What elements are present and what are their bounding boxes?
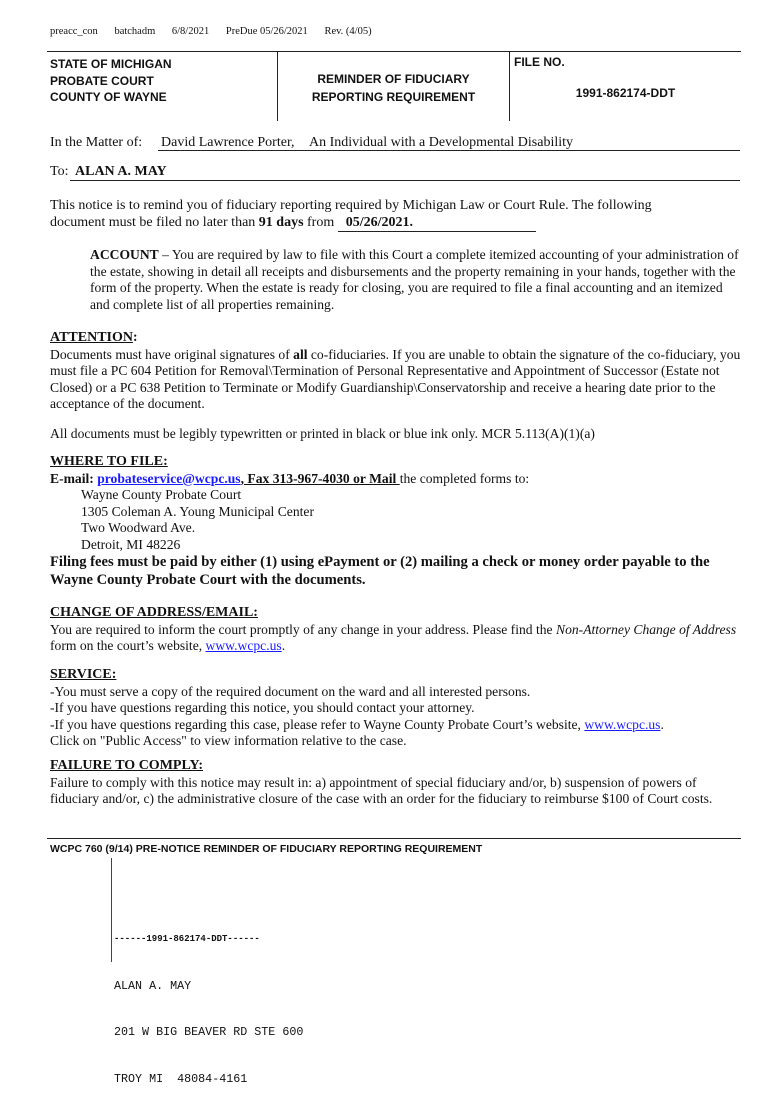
batch-predue: PreDue 05/26/2021 xyxy=(225,26,308,37)
matter-line xyxy=(50,135,740,151)
attention-heading: ATTENTION xyxy=(50,330,133,345)
batch-info-line xyxy=(50,26,386,37)
intro-paragraph: This notice is to remind you of fiduciary reporting required by Michigan Law or Court Rule. The following document must be filed no later than 91 days from 05/26/2021. xyxy=(50,198,652,230)
mailing-reference: ------1991-862174-DDT------ xyxy=(114,934,260,944)
to-line xyxy=(50,164,740,180)
filing-fees-notice: Filing fees must be paid by either (1) using ePayment or (2) mailing a check or money order payable to the Wayne County Probate Court with the documents. xyxy=(50,554,710,588)
website-link[interactable]: www.wcpc.us xyxy=(584,716,661,732)
court-address: Wayne County Probate Court 1305 Coleman A. Young Municipal Center Two Woodward Ave. Detroit, MI 48226 xyxy=(81,487,314,552)
service-heading: SERVICE: xyxy=(50,667,117,682)
batch-user: batchadm xyxy=(114,26,156,37)
matter-underline xyxy=(158,150,740,151)
footer-divider xyxy=(47,838,741,839)
to-name: ALAN A. MAY xyxy=(75,164,167,179)
court-name: STATE OF MICHIGAN PROBATE COURT COUNTY OF WAYNE xyxy=(50,57,172,104)
change-of-address-section: CHANGE OF ADDRESS/EMAIL: You are required to inform the court promptly of any change in your address. Please find the Non-Attorney Change of Address form on the court’s website, www.wcpc.us. xyxy=(50,605,742,655)
to-label: To: xyxy=(50,164,69,179)
batch-date: 6/8/2021 xyxy=(171,26,210,37)
mailing-name: ALAN A. MAY xyxy=(114,978,192,993)
batch-revision: Rev. (4/05) xyxy=(324,26,372,37)
to-underline xyxy=(70,180,740,181)
change-heading: CHANGE OF ADDRESS/EMAIL: xyxy=(50,605,258,620)
legibility-note: All documents must be legibly typewritten or printed in black or blue ink only. MCR 5.113(A)(1)(a) xyxy=(50,426,595,441)
matter-label: In the Matter of: xyxy=(50,135,143,150)
failure-to-comply-section: FAILURE TO COMPLY: Failure to comply with this notice may result in: a) appointment of special fiduciary and/or, b) suspension of powers of fiduciary and/or, c) the administrative closure of the case with an order for the fiduciary to reimburse $100 of Court costs. xyxy=(50,758,742,808)
file-no-value: 1991-862174-DDT xyxy=(575,86,676,100)
website-link[interactable]: www.wcpc.us xyxy=(205,638,282,653)
where-to-file-section: WHERE TO FILE: E-mail: probateservice@wcpc.us, Fax 313-967-4030 or Mail the completed forms to: xyxy=(50,454,742,487)
form-header xyxy=(47,51,741,121)
mailing-city: TROY MI 48084-4161 xyxy=(114,1071,248,1086)
account-label: ACCOUNT xyxy=(90,247,159,262)
due-date: 05/26/2021. xyxy=(338,214,536,232)
email-link[interactable]: probateservice@wcpc.us xyxy=(97,470,241,486)
matter-name: David Lawrence Porter, xyxy=(161,135,295,150)
failure-heading: FAILURE TO COMPLY: xyxy=(50,758,203,773)
days-value: 91 days xyxy=(258,215,304,230)
mailing-address-block xyxy=(114,901,303,1103)
service-section: SERVICE: -You must serve a copy of the required document on the ward and all interested persons. -If you have questions regarding this notice, you should contact your attorney. -If you have questions regarding this case, please refer to Wayne County Probate Court’s website, www.wcpc.us. Click on "Public Access" to view information relative to the case. xyxy=(50,667,742,750)
account-paragraph: ACCOUNT – You are required by law to file with this Court a complete itemized accounting of your administration of the estate, showing in detail all receipts and disbursements and the property remaining in your hands, together with the form of the property. When the estate is ready for closing, you are required to file a final accounting and an itemized and complete list of all properties remaining. xyxy=(90,247,739,312)
form-title: REMINDER OF FIDUCIARY REPORTING REQUIREMENT xyxy=(311,72,476,104)
address-margin-bar xyxy=(111,858,112,962)
form-id: WCPC 760 (9/14) PRE-NOTICE REMINDER OF FIDUCIARY REPORTING REQUIREMENT xyxy=(50,843,483,855)
file-no-label: FILE NO. xyxy=(514,55,565,69)
mailing-street: 201 W BIG BEAVER RD STE 600 xyxy=(114,1025,304,1039)
where-heading: WHERE TO FILE: xyxy=(50,454,168,469)
attention-section: ATTENTION: Documents must have original signatures of all co-fiduciaries. If you are unable to obtain the signature of the co-fiduciary, you must file a PC 604 Petition for Removal\Termination of Personal Representative and Appointment of Successor (Estate not Closed) or a PC 638 Petition to Terminate or Modify Guardianship\Conservatorship and receive a hearing date prior to the acceptance of the document. xyxy=(50,329,741,411)
batch-code: preacc_con xyxy=(50,26,98,37)
matter-description: An Individual with a Developmental Disability xyxy=(309,135,574,150)
